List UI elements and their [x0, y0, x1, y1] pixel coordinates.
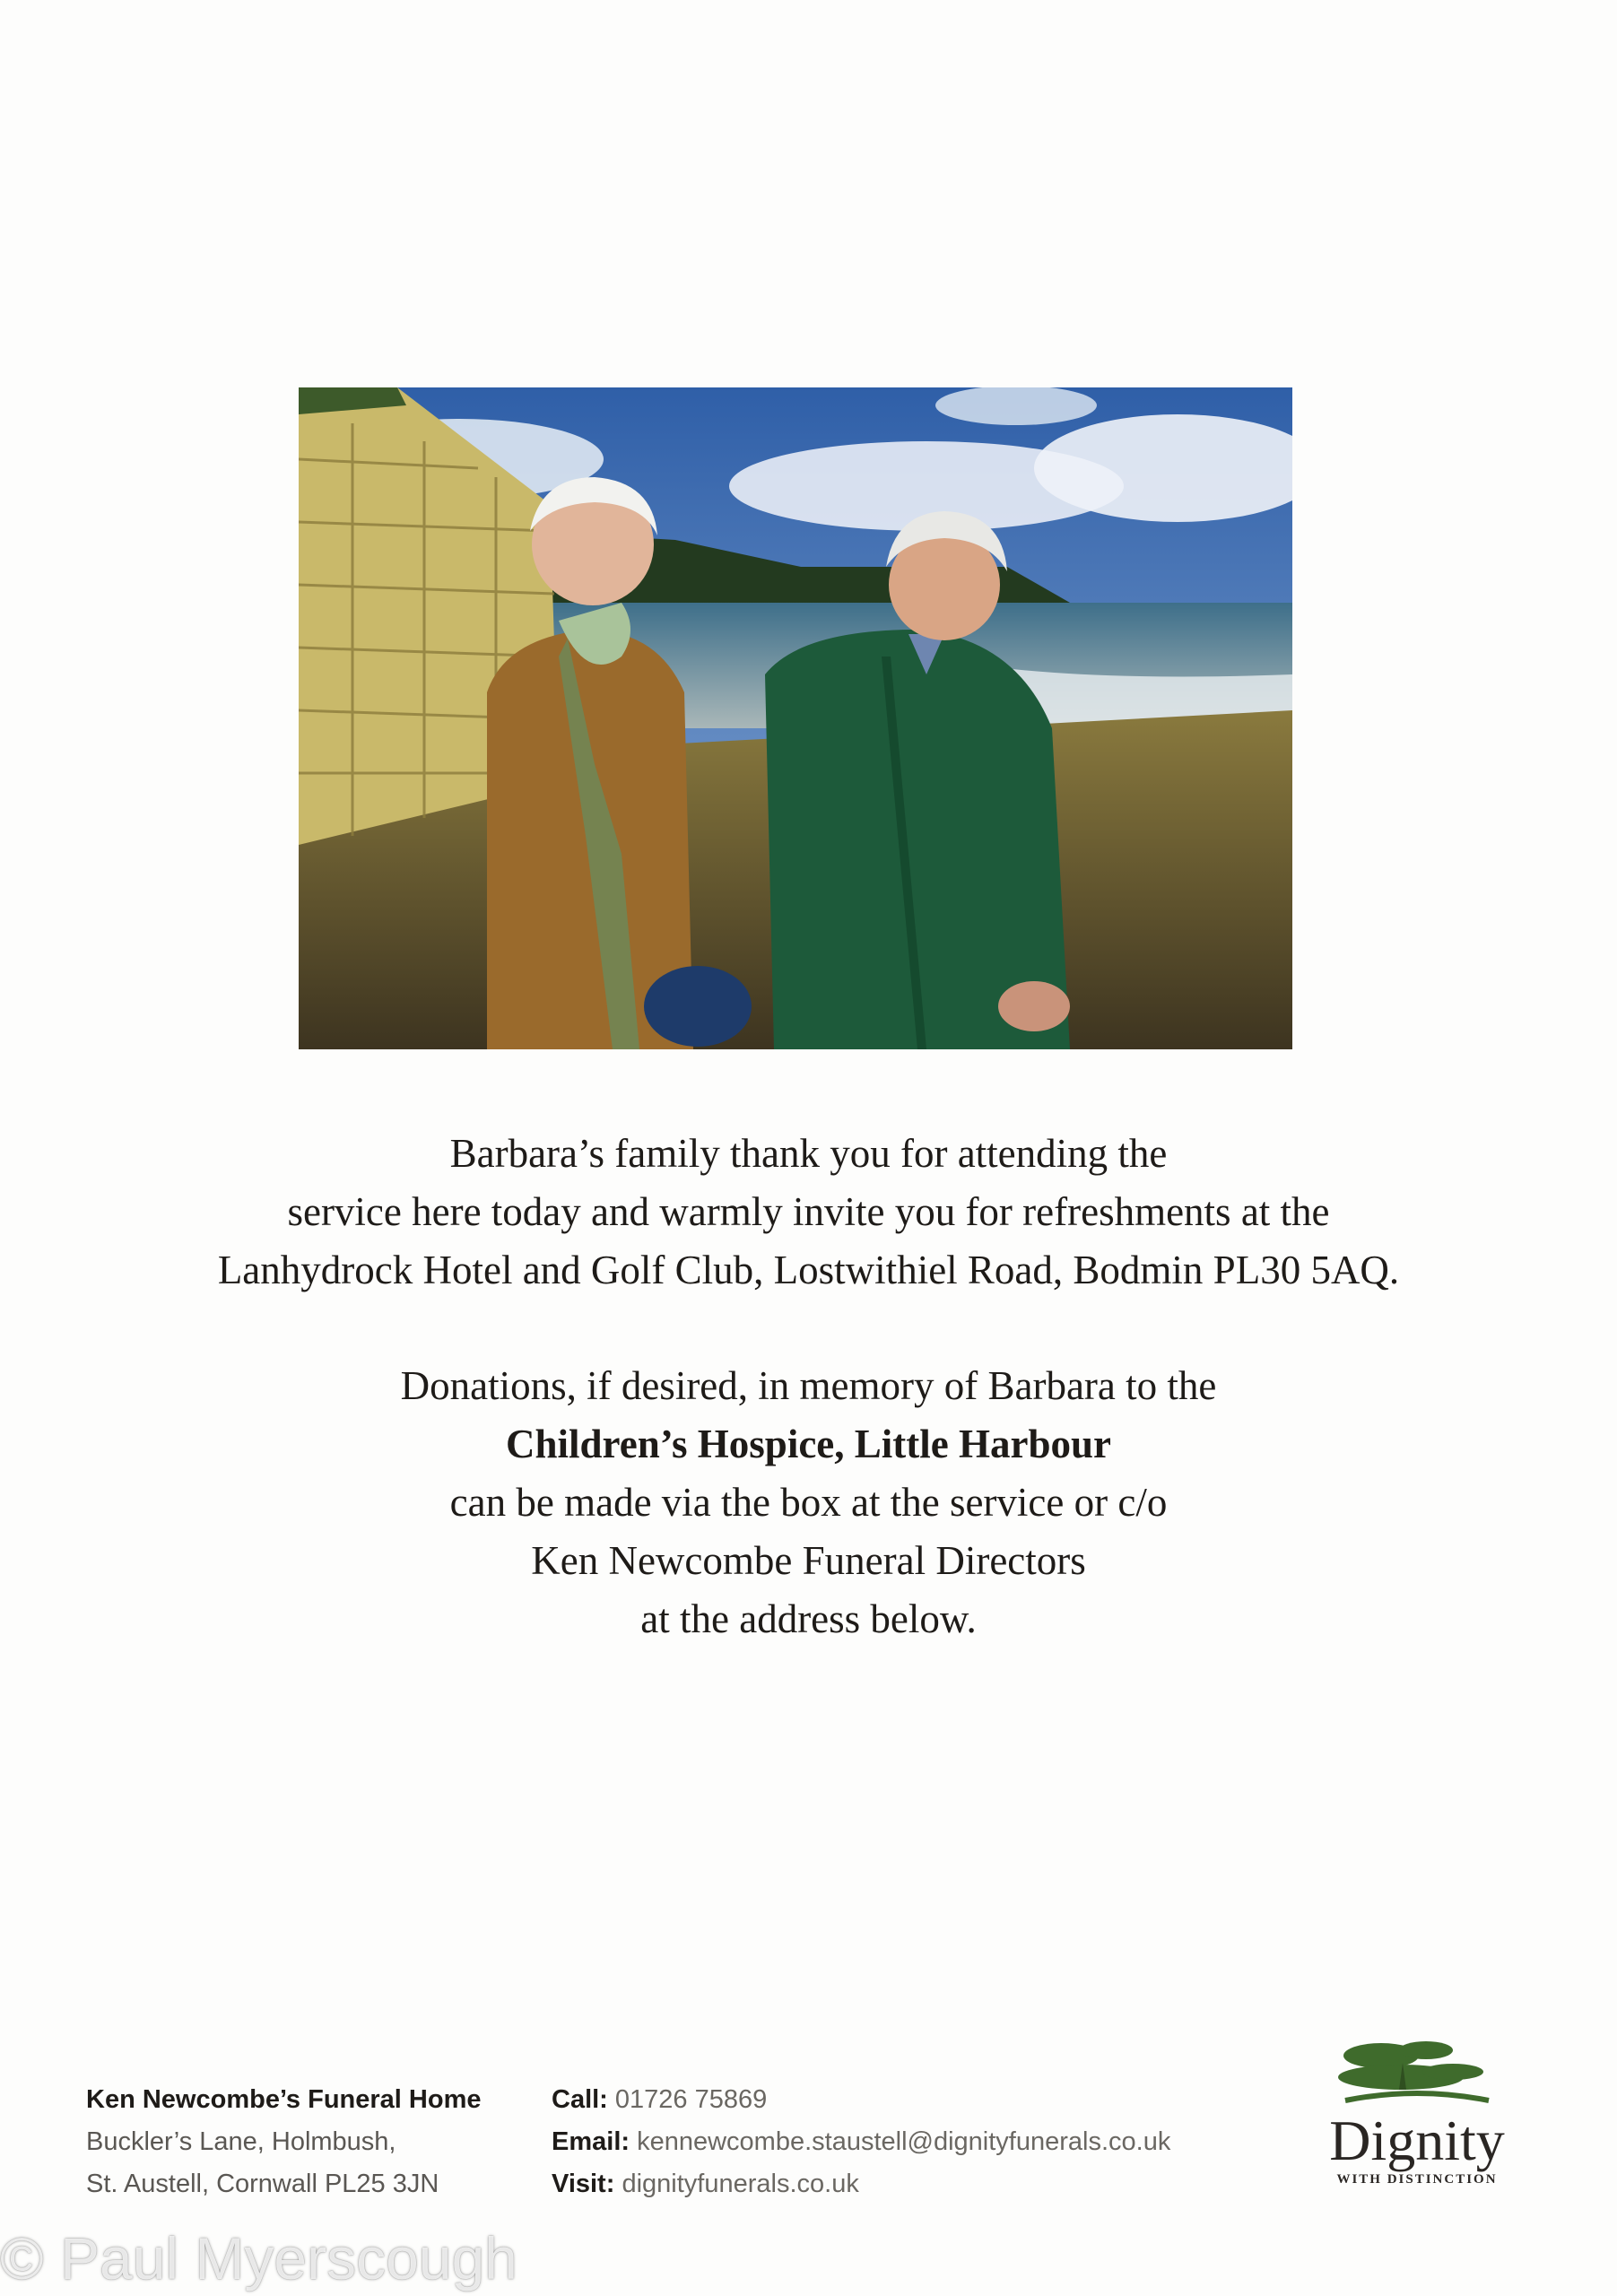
contact-visit: [552, 2163, 1170, 2205]
address-line-2: St. Austell, Cornwall PL25 3JN: [86, 2170, 439, 2198]
thanks-line-2: service here today and warmly invite you for refreshments at the: [287, 1189, 1330, 1234]
logo-tagline: WITH DISTINCTION: [1336, 2172, 1498, 2187]
funeral-home-address: [86, 2079, 481, 2205]
tree-icon: [1318, 2036, 1516, 2112]
donations-line-4: Ken Newcombe Funeral Directors: [531, 1538, 1086, 1583]
website-link[interactable]: dignityfunerals.co.uk: [622, 2170, 859, 2198]
visit-label: Visit:: [552, 2170, 615, 2198]
call-label: Call:: [552, 2085, 608, 2114]
contact-details: [552, 2079, 1170, 2205]
dignity-logo: [1318, 2036, 1516, 2197]
thanks-line-1: Barbara’s family thank you for attending the: [449, 1131, 1168, 1176]
logo-wordmark: Dignity: [1329, 2109, 1505, 2172]
thank-you-message: [0, 1125, 1617, 1300]
email-label: Email:: [552, 2127, 630, 2156]
address-line-1: Buckler’s Lane, Holmbush,: [86, 2127, 396, 2156]
donations-line-3: can be made via the box at the service or c/o: [449, 1480, 1168, 1525]
donations-line-1: Donations, if desired, in memory of Barbara to the: [400, 1363, 1217, 1408]
charity-name: Children’s Hospice, Little Harbour: [506, 1422, 1111, 1466]
funeral-home-name: Ken Newcombe’s Funeral Home: [86, 2085, 482, 2114]
donations-message: [0, 1357, 1617, 1648]
email-address[interactable]: kennewcombe.staustell@dignityfunerals.co.uk: [637, 2127, 1171, 2156]
phone-number[interactable]: 01726 75869: [614, 2085, 768, 2114]
contact-call: [552, 2079, 1170, 2121]
photo-illustration: [299, 387, 1292, 1049]
thanks-line-3: Lanhydrock Hotel and Golf Club, Lostwithiel Road, Bodmin PL30 5AQ.: [217, 1248, 1400, 1292]
contact-email: [552, 2121, 1170, 2163]
couple-on-beach-photo: [299, 387, 1292, 1049]
copyright-watermark: © Paul Myerscough: [0, 2225, 517, 2292]
donations-line-5: at the address below.: [640, 1596, 977, 1641]
